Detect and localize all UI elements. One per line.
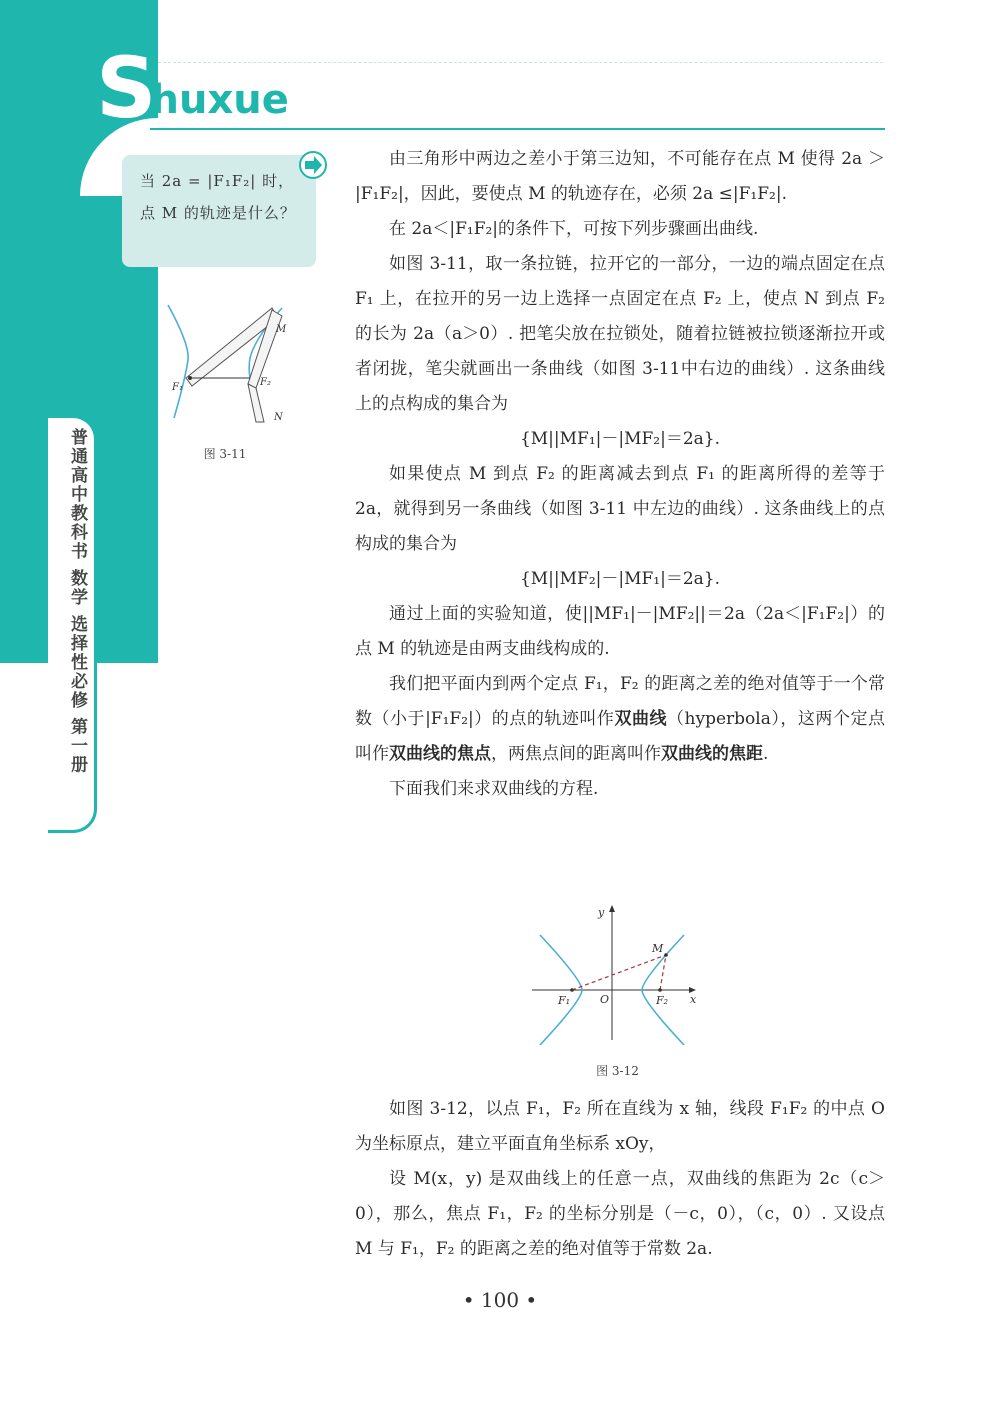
hyperbola-left-branch — [168, 305, 188, 418]
paragraph: 如图 3-12，以点 F₁，F₂ 所在直线为 x 轴，线段 F₁F₂ 的中点 O 为坐标原点，建立平面直角坐标系 xOy， — [355, 1099, 885, 1154]
figure-3-11 — [160, 290, 290, 425]
zipper — [186, 308, 282, 422]
side-tab-label: 普通高中教科书 数学 选择性必修 第一册 — [67, 428, 87, 775]
paragraph: 由三角形中两边之差小于第三边知，不可能存在点 M 使得 2a ＞ |F₁F₂|，因此，要使点 M 的轨迹存在，必须 2a ≤|F₁F₂|. — [355, 149, 885, 204]
main-text — [355, 142, 885, 807]
set-expression-1: {M||MF₁|－|MF₂|＝2a}. — [519, 429, 721, 449]
label-O: O — [600, 993, 610, 1006]
label-x: x — [690, 993, 697, 1006]
label-N: N — [274, 412, 283, 423]
paragraph: 在 2a＜|F₁F₂|的条件下，可按下列步骤画出曲线. — [389, 219, 759, 239]
page-number: • 100 • — [462, 1288, 538, 1312]
paragraph: 设 M(x，y) 是双曲线上的任意一点，双曲线的焦距为 2c（c＞0），那么，焦点 F₁，F₂ 的坐标分别是（－c，0），（c，0）. 又设点 M 与 F₁，F₂ 的距离之差的绝对值等于常数 2a. — [355, 1169, 885, 1259]
paragraph: 下面我们来求双曲线的方程. — [389, 779, 599, 799]
figure-3-12-caption: 图 3-12 — [596, 1064, 639, 1078]
header-rule — [150, 128, 885, 130]
label-F2: F₂ — [656, 994, 669, 1007]
figure-3-11-caption: 图 3-11 — [203, 447, 247, 461]
label-M: M — [276, 324, 287, 335]
definition-paragraph: 我们把平面内到两个定点 F₁，F₂ 的距离之差的绝对值等于一个常数（小于|F₁F₂|）的点的轨迹叫作双曲线（hyperbola），这两个定点叫作双曲线的焦点，两焦点间的距离叫作双曲线的焦距. — [355, 674, 885, 764]
term-foci: 双曲线的焦点 — [389, 744, 491, 764]
shuxue-logo: Shuxue — [96, 39, 289, 137]
set-expression-2: {M||MF₂|－|MF₁|＝2a}. — [519, 569, 721, 589]
label-F2: F₂ — [260, 377, 271, 388]
label-F1: F₁ — [558, 994, 571, 1007]
margin-note-text: 当 2a = |F₁F₂| 时，点 M 的轨迹是什么？ — [140, 172, 296, 222]
paragraph: 如果使点 M 到点 F₂ 的距离减去到点 F₁ 的距离所得的差等于 2a，就得到另一条曲线（如图 3-11 中左边的曲线）. 这条曲线上的点构成的集合为 — [355, 464, 885, 554]
figure-3-12 — [530, 900, 705, 1045]
main-text-bottom — [355, 1092, 885, 1267]
term-hyperbola: 双曲线 — [614, 709, 668, 729]
term-focal-distance: 双曲线的焦距 — [661, 744, 763, 764]
label-M: M — [652, 942, 664, 955]
paragraph: 通过上面的实验知道，使||MF₁|－|MF₂||＝2a（2a＜|F₁F₂|）的点 M 的轨迹是由两支曲线构成的. — [355, 604, 885, 659]
arrow-right-icon — [298, 150, 328, 180]
label-F1: F₁ — [172, 382, 183, 393]
label-y: y — [598, 906, 605, 919]
paragraph: 如图 3-11，取一条拉链，拉开它的一部分，一边的端点固定在点 F₁ 上，在拉开的另一边上选择一点固定在点 F₂ 上，使点 N 到点 F₂ 的长为 2a（a＞0）. 把笔尖放在拉锁处，随着拉链被拉锁逐渐拉开或者闭拢，笔尖就画出一条曲线（如图 3-11中右边的曲线）. 这条曲线上的点构成的集合为 — [355, 254, 885, 414]
